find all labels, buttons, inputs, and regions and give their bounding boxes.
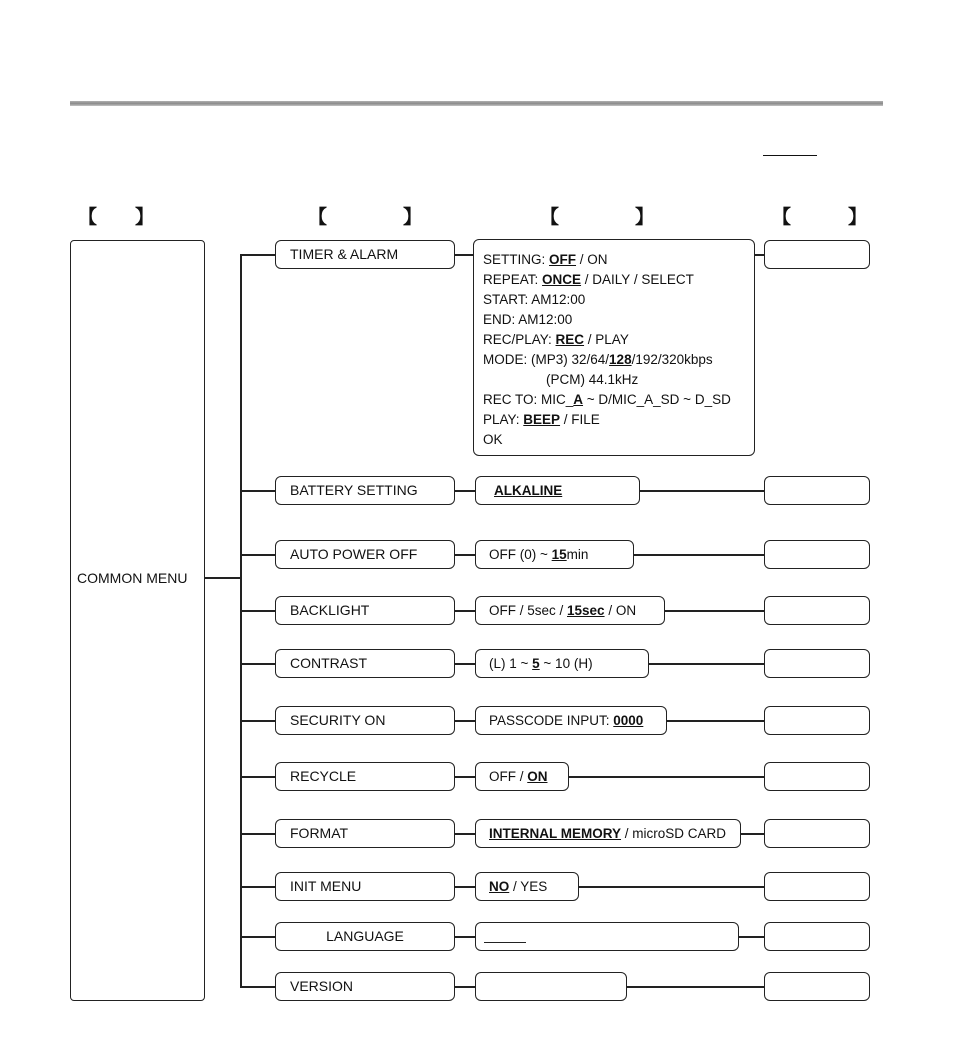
timer-mode-pcm-line: (PCM) 44.1kHz	[546, 372, 639, 387]
autopower-connector-a	[455, 554, 475, 556]
security-connector-a	[455, 720, 475, 722]
branch-recycle	[240, 776, 276, 778]
branch-contrast	[240, 663, 276, 665]
menu-battery-setting[interactable]	[275, 476, 455, 505]
result-backlight	[764, 596, 870, 625]
autopower-options-box[interactable]: OFF (0) ~ 15min	[475, 540, 634, 569]
column-header-level1: 【 】	[78, 207, 155, 228]
menu-security-on[interactable]	[275, 706, 455, 735]
menu-security-on-label: SECURITY ON	[290, 712, 386, 728]
column-header-level3: 【 】	[540, 207, 655, 228]
security-options-box[interactable]: PASSCODE INPUT: 0000	[475, 706, 667, 735]
timer-end-line: END: AM12:00	[483, 312, 573, 327]
header-rule	[70, 101, 883, 106]
branch-version	[240, 986, 276, 988]
timer-play-line: PLAY: BEEP / FILE	[483, 412, 600, 427]
result-timer-alarm	[764, 240, 870, 269]
result-contrast	[764, 649, 870, 678]
init-connector-a	[455, 886, 475, 888]
timer-options-box[interactable]	[473, 239, 755, 456]
init-connector-b	[579, 886, 764, 888]
result-language	[764, 922, 870, 951]
common-menu-box[interactable]	[70, 240, 205, 1001]
branch-autopower	[240, 554, 276, 556]
menu-battery-setting-label: BATTERY SETTING	[290, 482, 418, 498]
version-options-box	[475, 972, 627, 1001]
branch-format	[240, 833, 276, 835]
timer-repeat-line: REPEAT: ONCE / DAILY / SELECT	[483, 272, 694, 287]
menu-recycle[interactable]	[275, 762, 455, 791]
timer-setting-line: SETTING: OFF / ON	[483, 252, 608, 267]
branch-init	[240, 886, 276, 888]
format-connector-a	[455, 833, 475, 835]
language-options-box[interactable]	[475, 922, 739, 951]
backlight-connector-a	[455, 610, 475, 612]
timer-recto-line: REC TO: MIC_A ~ D/MIC_A_SD ~ D_SD	[483, 392, 731, 407]
backlight-options-box[interactable]: OFF / 5sec / 15sec / ON	[475, 596, 665, 625]
battery-options-box[interactable]: ALKALINE	[475, 476, 640, 505]
timer-connector-b	[755, 254, 764, 256]
common-menu-label: COMMON MENU	[77, 570, 188, 586]
branch-timer	[240, 254, 276, 256]
contrast-connector-a	[455, 663, 475, 665]
menu-init-menu[interactable]	[275, 872, 455, 901]
battery-connector-b	[640, 490, 764, 492]
recycle-connector-a	[455, 776, 475, 778]
result-security-on	[764, 706, 870, 735]
recycle-connector-b	[569, 776, 764, 778]
format-options-box[interactable]: INTERNAL MEMORY / microSD CARD	[475, 819, 741, 848]
language-connector-b	[739, 936, 764, 938]
menu-version[interactable]	[275, 972, 455, 1001]
language-connector-a	[455, 936, 475, 938]
version-connector-a	[455, 986, 475, 988]
timer-recplay-line: REC/PLAY: REC / PLAY	[483, 332, 629, 347]
version-connector-b	[627, 986, 764, 988]
backlight-connector-b	[665, 610, 764, 612]
result-version	[764, 972, 870, 1001]
contrast-options-box[interactable]: (L) 1 ~ 5 ~ 10 (H)	[475, 649, 649, 678]
battery-connector-a	[455, 490, 475, 492]
menu-format-label: FORMAT	[290, 825, 349, 841]
timer-ok-line: OK	[483, 432, 503, 447]
result-format	[764, 819, 870, 848]
menu-backlight-label: BACKLIGHT	[290, 602, 370, 618]
menu-init-menu-label: INIT MENU	[290, 878, 362, 894]
menu-contrast[interactable]	[275, 649, 455, 678]
menu-recycle-label: RECYCLE	[290, 768, 357, 784]
security-connector-b	[667, 720, 764, 722]
menu-auto-power-off[interactable]	[275, 540, 455, 569]
branch-language	[240, 936, 276, 938]
column-header-level2: 【 】	[308, 207, 423, 228]
branch-battery	[240, 490, 276, 492]
result-init-menu	[764, 872, 870, 901]
header-underline	[763, 155, 817, 156]
result-battery-setting	[764, 476, 870, 505]
branch-security	[240, 720, 276, 722]
format-connector-b	[741, 833, 764, 835]
column-header-level4: 【 】	[772, 207, 868, 228]
menu-language[interactable]	[275, 922, 455, 951]
autopower-connector-b	[634, 554, 764, 556]
language-blank-line	[484, 932, 526, 943]
menu-version-label: VERSION	[290, 978, 354, 994]
timer-start-line: START: AM12:00	[483, 292, 586, 307]
menu-language-label: LANGUAGE	[326, 928, 404, 944]
menu-timer-alarm[interactable]	[275, 240, 455, 269]
branch-backlight	[240, 610, 276, 612]
menu-timer-alarm-label: TIMER & ALARM	[290, 246, 399, 262]
init-options-box[interactable]: NO / YES	[475, 872, 579, 901]
root-connector	[205, 577, 241, 579]
result-recycle	[764, 762, 870, 791]
recycle-options-box[interactable]: OFF / ON	[475, 762, 569, 791]
menu-contrast-label: CONTRAST	[290, 655, 367, 671]
menu-format[interactable]	[275, 819, 455, 848]
menu-backlight[interactable]	[275, 596, 455, 625]
result-auto-power-off	[764, 540, 870, 569]
menu-auto-power-off-label: AUTO POWER OFF	[290, 546, 418, 562]
timer-connector-a	[455, 254, 473, 256]
trunk-line	[240, 254, 242, 987]
timer-mode-line: MODE: (MP3) 32/64/128/192/320kbps	[483, 352, 713, 367]
contrast-connector-b	[649, 663, 764, 665]
